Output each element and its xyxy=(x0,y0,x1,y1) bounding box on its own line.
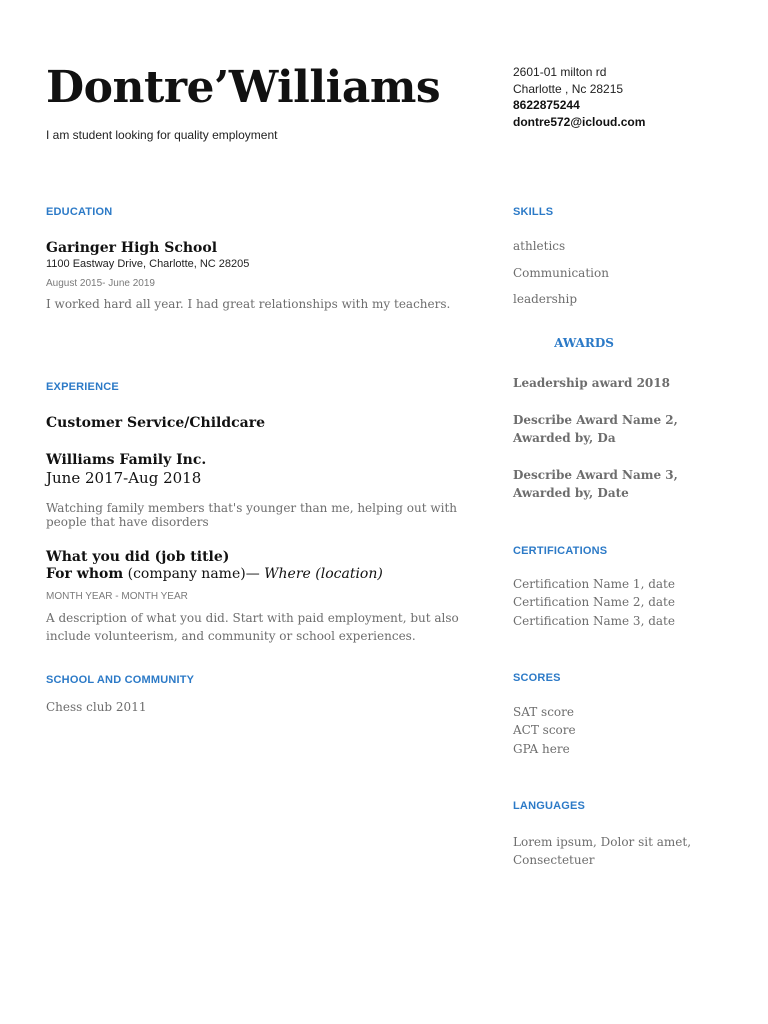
school-address: 1100 Eastway Drive, Charlotte, NC 28205 xyxy=(46,258,250,270)
address-line-2: Charlotte , Nc 28215 xyxy=(513,81,624,96)
tagline: I am student looking for quality employment xyxy=(46,128,278,142)
skill-item: Communication xyxy=(513,266,609,280)
award-item: Describe Award Name 2, Awarded by, Da xyxy=(513,413,678,445)
job2-employer-line xyxy=(46,566,383,582)
languages-text: Lorem ipsum, Dolor sit amet, Consectetuer xyxy=(513,835,692,867)
skills-heading: SKILLS xyxy=(513,206,554,218)
education-heading: EDUCATION xyxy=(46,206,113,218)
education-description: I worked hard all year. I had great relationships with my teachers. xyxy=(46,297,451,311)
job2-company: (company name) xyxy=(127,566,246,582)
job1-title: Customer Service/Childcare xyxy=(46,415,265,431)
job1-company: Williams Family Inc. xyxy=(46,452,207,468)
email[interactable]: dontre572@icloud.com xyxy=(513,114,646,129)
certification-item: Certification Name 2, date xyxy=(513,595,675,609)
job2-dash: — xyxy=(245,566,260,582)
school-community-item: Chess club 2011 xyxy=(46,700,147,714)
job2-title: What you did (job title) xyxy=(46,549,230,565)
score-item: SAT score xyxy=(513,705,574,719)
awards-heading: AWARDS xyxy=(554,336,614,350)
school-name: Garinger High School xyxy=(46,240,218,256)
skill-item: leadership xyxy=(513,292,578,306)
job2-for-whom: For whom xyxy=(46,566,124,582)
award-item: Describe Award Name 3, Awarded by, Date xyxy=(513,468,678,500)
job2-dates: MONTH YEAR - MONTH YEAR xyxy=(46,591,188,602)
certification-item: Certification Name 3, date xyxy=(513,614,675,628)
certification-item: Certification Name 1, date xyxy=(513,577,675,591)
address-line-1: 2601-01 milton rd xyxy=(513,65,607,79)
skill-item: athletics xyxy=(513,239,566,253)
job1-description: Watching family members that's younger than me, helping out with people that have disorders xyxy=(46,501,457,529)
contact-block xyxy=(513,64,645,130)
resume-name: Dontre’Williams xyxy=(46,62,441,113)
languages-heading: LANGUAGES xyxy=(513,800,586,812)
school-community-heading: SCHOOL AND COMMUNITY xyxy=(46,674,195,686)
certifications-heading: CERTIFICATIONS xyxy=(513,545,608,557)
job2-description: A description of what you did. Start with paid employment, but also include volunteerism, and community or school experiences. xyxy=(46,611,459,643)
score-item: GPA here xyxy=(513,742,570,756)
phone: 8622875244 xyxy=(513,98,580,112)
score-item: ACT score xyxy=(513,723,576,737)
scores-heading: SCORES xyxy=(513,672,561,684)
education-dates: August 2015- June 2019 xyxy=(46,278,155,289)
experience-heading: EXPERIENCE xyxy=(46,381,119,393)
job1-dates: June 2017-Aug 2018 xyxy=(46,469,202,487)
job2-location: Where (location) xyxy=(264,566,383,582)
award-item: Leadership award 2018 xyxy=(513,376,670,390)
